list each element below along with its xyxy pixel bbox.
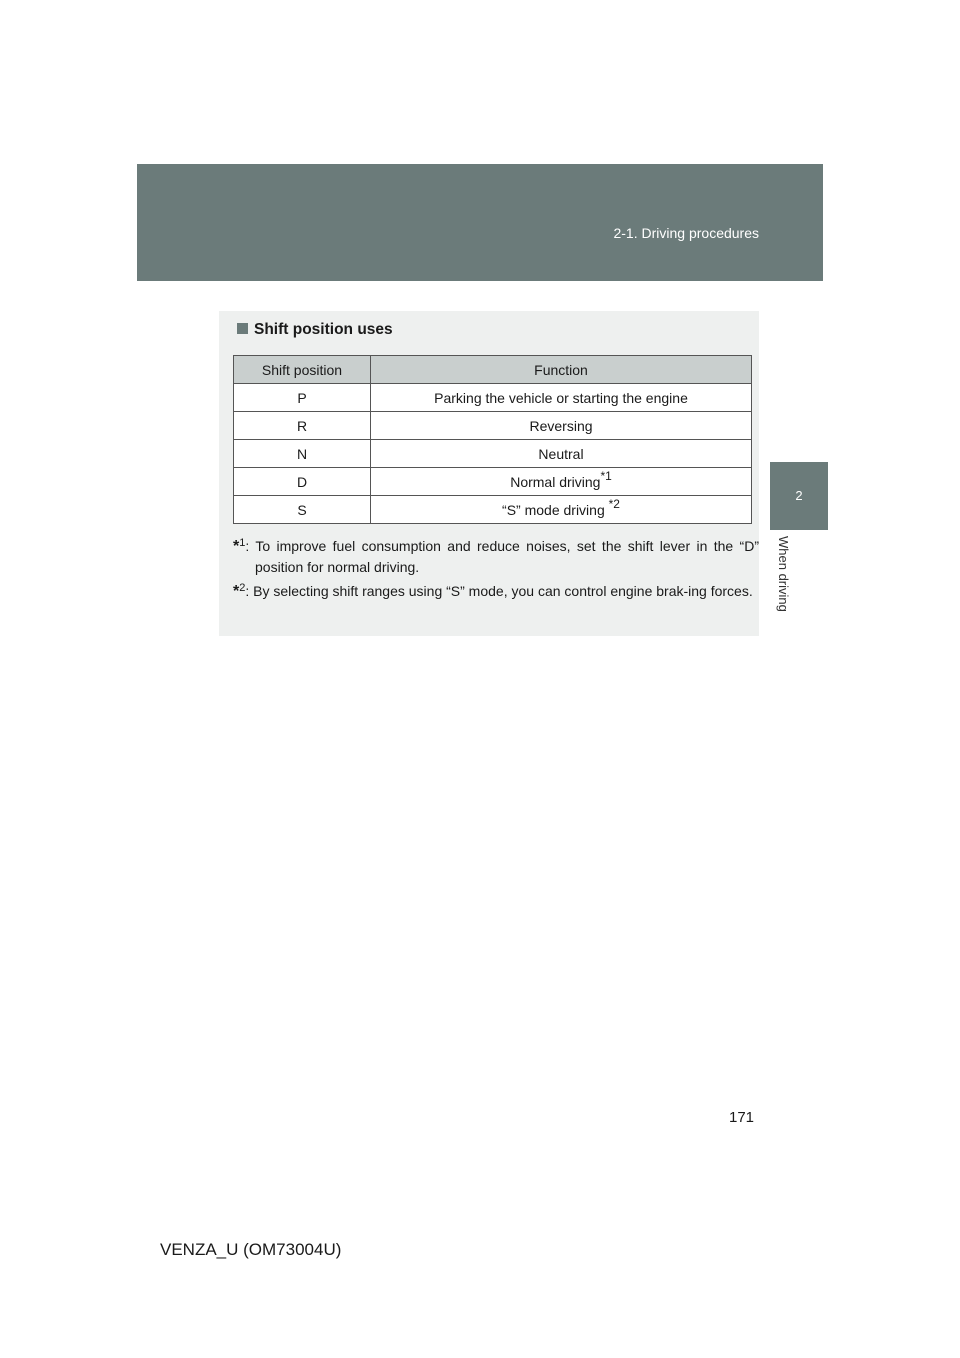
column-header-shift-position: Shift position	[234, 356, 371, 384]
table-row	[234, 384, 752, 412]
table-row	[234, 440, 752, 468]
footnote-text: : To improve fuel consumption and reduce noises, set the shift lever in the “D” position for normal driving.	[245, 538, 759, 575]
chapter-label: When driving	[776, 536, 791, 612]
column-header-function: Function	[371, 356, 752, 384]
page-number: 171	[729, 1109, 755, 1126]
footnote-marker: *	[233, 538, 240, 555]
header-band	[137, 164, 823, 281]
shift-position-table	[233, 355, 752, 524]
function-cell	[371, 412, 752, 440]
function-text: Parking the vehicle or starting the engine	[434, 389, 688, 406]
function-cell	[371, 496, 752, 524]
function-text: “S” mode driving	[502, 501, 609, 518]
footnote-text: : By selecting shift ranges using “S” mode, you can control engine brak-ing forces.	[245, 583, 753, 599]
function-text: Reversing	[529, 417, 593, 434]
function-text: Neutral	[538, 445, 584, 462]
footnote-number: 2	[239, 582, 246, 594]
shift-position-cell: D	[234, 468, 371, 496]
footnote-number: 1	[239, 537, 246, 549]
chapter-tab	[770, 462, 828, 530]
info-box-heading	[237, 321, 393, 339]
shift-position-cell: N	[234, 440, 371, 468]
footnote-2	[233, 578, 759, 602]
footnote-reference: *2	[608, 496, 620, 511]
footnote-1	[233, 533, 759, 578]
square-bullet-icon	[237, 323, 248, 334]
function-cell	[371, 468, 752, 496]
info-box-heading-text: Shift position uses	[254, 321, 393, 338]
section-title: 2-1. Driving procedures	[613, 225, 759, 241]
chapter-number: 2	[795, 488, 803, 503]
footnote-reference: *1	[600, 468, 612, 483]
table-row	[234, 496, 752, 524]
info-box	[219, 311, 759, 636]
function-text: Normal driving	[510, 473, 601, 490]
document-code: VENZA_U (OM73004U)	[160, 1240, 342, 1259]
shift-position-cell: P	[234, 384, 371, 412]
function-cell	[371, 440, 752, 468]
shift-position-cell: S	[234, 496, 371, 524]
table-row	[234, 468, 752, 496]
function-cell	[371, 384, 752, 412]
footnote-marker: *	[233, 583, 240, 600]
table-header-row	[234, 356, 752, 384]
shift-position-cell: R	[234, 412, 371, 440]
table-row	[234, 412, 752, 440]
